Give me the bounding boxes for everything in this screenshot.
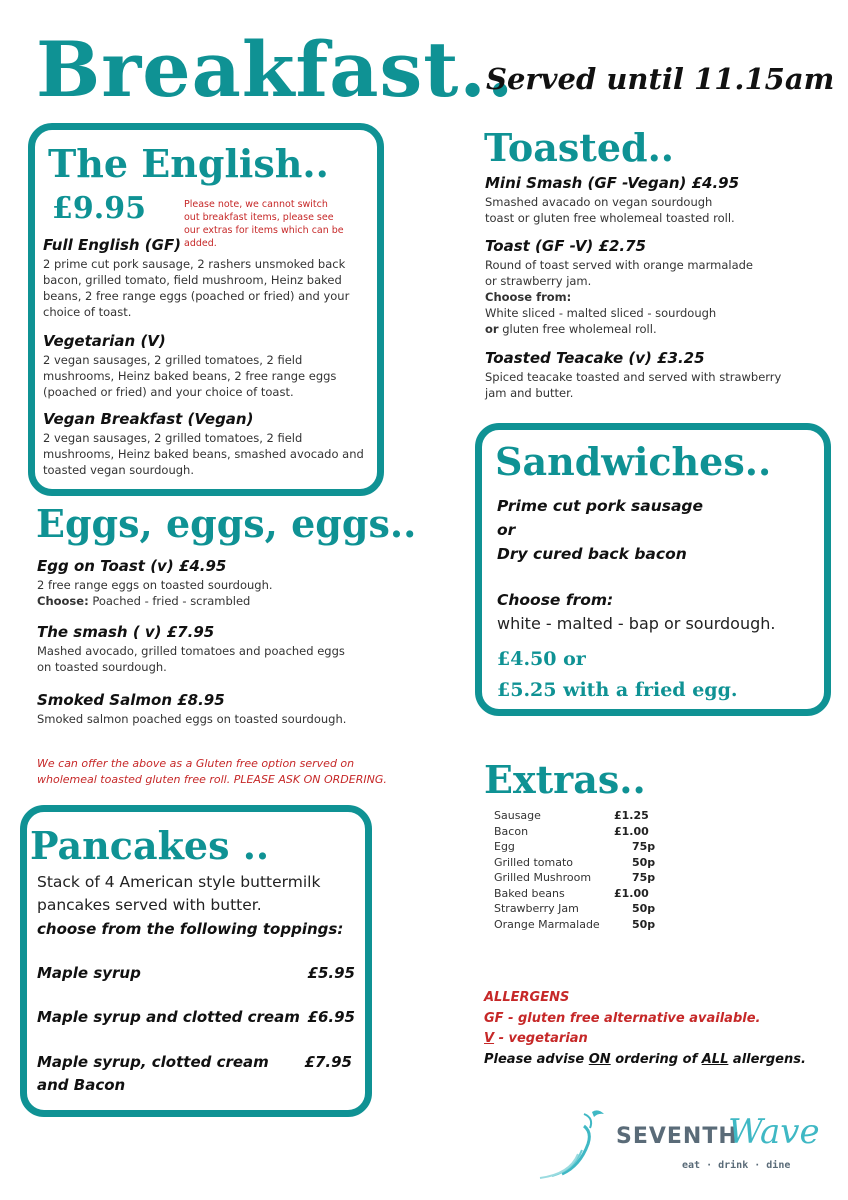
sandwich-option: Prime cut pork sausage xyxy=(497,497,704,515)
toasted-item xyxy=(485,349,805,401)
extra-name: Egg xyxy=(494,840,515,853)
extra-name: Grilled Mushroom xyxy=(494,871,592,884)
served-until: Served until 11.15am xyxy=(486,62,835,96)
item-title: Vegan Breakfast (Vegan) xyxy=(43,410,254,428)
advise-on: ON xyxy=(588,1051,611,1067)
choose-line-rest: gluten free wholemeal roll. xyxy=(498,322,657,336)
item-title: Toast (GF -V) £2.75 xyxy=(485,237,646,255)
pancake-option xyxy=(37,1008,355,1026)
option-name: Maple syrup, clotted cream and Bacon xyxy=(37,1053,269,1094)
english-items xyxy=(43,236,375,478)
sandwich-option: Dry cured back bacon xyxy=(497,545,687,563)
item-desc: Mashed avocado, grilled tomatoes and poached eggs on toasted sourdough. xyxy=(37,644,345,674)
extra-name: Baked beans xyxy=(494,886,565,900)
pancake-options xyxy=(37,964,355,1097)
option-name: Maple syrup and clotted cream xyxy=(37,1008,300,1026)
wave-bird-icon xyxy=(532,1104,622,1184)
item-desc: 2 vegan sausages, 2 grilled tomatoes, 2 field mushrooms, Heinz baked beans, 2 free range eggs (poached or fried) and your choice of toast. xyxy=(43,353,337,399)
english-heading: The English.. xyxy=(48,141,329,186)
option-price: £6.95 xyxy=(307,1008,355,1026)
extra-name: Strawberry Jam xyxy=(494,902,579,915)
option-price: £5.95 xyxy=(307,964,355,982)
v-rest: - vegetarian xyxy=(494,1031,588,1046)
allergen-v xyxy=(484,1029,824,1050)
extras-row xyxy=(494,901,694,917)
choose-line: White sliced - malted sliced - sourdough xyxy=(485,306,717,320)
option-name: Maple syrup xyxy=(37,964,141,982)
item-title: Egg on Toast (v) £4.95 xyxy=(37,557,227,575)
advise-part: ordering of xyxy=(610,1051,702,1067)
pancakes-desc: Stack of 4 American style buttermilk pancakes served with butter. xyxy=(37,873,321,914)
item-desc: Spiced teacake toasted and served with strawberry jam and butter. xyxy=(485,370,782,400)
pancakes-heading: Pancakes .. xyxy=(30,823,270,868)
item-title: Toasted Teacake (v) £3.25 xyxy=(485,349,705,367)
sandwich-price: £4.50 or xyxy=(497,648,586,670)
english-price: £9.95 xyxy=(52,191,146,226)
item-title: Smoked Salmon £8.95 xyxy=(37,691,225,709)
choose-label: Choose from: xyxy=(485,290,572,304)
logo-name: SEVENTH xyxy=(616,1124,738,1149)
toasted-item xyxy=(485,174,805,226)
item-title: Vegetarian (V) xyxy=(43,332,166,350)
sandwich-or: or xyxy=(497,521,516,539)
advise-part: allergens. xyxy=(728,1051,806,1067)
option-price: £7.95 xyxy=(304,1053,352,1071)
item-title: The smash ( v) £7.95 xyxy=(37,623,215,641)
extra-price: £1.25 xyxy=(614,809,649,822)
allergen-gf: GF - gluten free alternative available. xyxy=(484,1010,761,1026)
extra-price: £1.00 xyxy=(614,824,649,838)
sandwich-price-egg: £5.25 with a fried egg. xyxy=(497,679,738,701)
choose-line xyxy=(485,321,805,337)
choose-options: Poached - fried - scrambled xyxy=(88,594,251,608)
extra-name: Orange Marmalade xyxy=(494,917,600,931)
item-desc: 2 free range eggs on toasted sourdough. xyxy=(37,578,273,592)
extras-list xyxy=(494,808,694,932)
logo-script: Wave xyxy=(728,1112,820,1152)
eggs-heading: Eggs, eggs, eggs.. xyxy=(36,501,417,546)
allergens-block xyxy=(484,988,824,1070)
english-note: Please note, we cannot switch out breakfast items, please see our extras for items which can be added. xyxy=(184,199,344,249)
extra-name: Bacon xyxy=(494,824,529,838)
item-desc: Smashed avacado on vegan sourdough toast or gluten free wholemeal toasted roll. xyxy=(485,195,735,225)
sandwich-choose: white - malted - bap or sourdough. xyxy=(497,614,776,633)
extras-row xyxy=(494,824,694,840)
extras-heading: Extras.. xyxy=(484,757,646,802)
extra-name: Sausage xyxy=(494,809,541,822)
item-desc: 2 prime cut pork sausage, 2 rashers unsmoked back bacon, grilled tomato, field mushroom, Heinz baked beans, 2 free range eggs (poached or fried) and your choice of toast. xyxy=(43,257,350,319)
toasted-item xyxy=(485,237,805,337)
gluten-free-note: We can offer the above as a Gluten free option served on wholemeal toasted gluten free roll. PLEASE ASK ON ORDERING. xyxy=(37,757,387,786)
extras-row xyxy=(494,839,694,855)
extras-row xyxy=(494,886,694,902)
extras-row xyxy=(494,808,694,824)
item-desc: Smoked salmon poached eggs on toasted sourdough. xyxy=(37,712,347,726)
extra-price: 50p xyxy=(632,902,656,915)
extras-row xyxy=(494,855,694,871)
item-desc: Round of toast served with orange marmalade or strawberry jam. xyxy=(485,258,753,288)
sandwiches-content xyxy=(497,494,817,704)
eggs-item xyxy=(37,623,407,675)
eggs-item xyxy=(37,557,407,609)
pancake-option xyxy=(37,964,355,982)
extras-row xyxy=(494,917,694,933)
extra-price: 75p xyxy=(632,840,656,853)
seventh-wave-logo xyxy=(532,1104,822,1184)
extras-row xyxy=(494,870,694,886)
pancake-option xyxy=(37,1051,355,1097)
extra-price: 50p xyxy=(632,855,656,869)
english-item xyxy=(43,332,375,400)
extra-price: £1.00 xyxy=(614,886,649,900)
sandwich-choose-label: Choose from: xyxy=(497,591,614,609)
page-title: Breakfast.. xyxy=(36,25,515,114)
v-key: V xyxy=(484,1031,495,1046)
item-title: Mini Smash (GF -Vegan) £4.95 xyxy=(485,174,740,192)
english-item xyxy=(43,236,375,320)
toasted-items xyxy=(485,174,805,401)
logo-tagline: eat · drink · dine xyxy=(682,1160,791,1171)
pancakes-choose: choose from the following toppings: xyxy=(37,920,344,938)
extra-name: Grilled tomato xyxy=(494,855,574,869)
sandwiches-heading: Sandwiches.. xyxy=(495,439,772,484)
eggs-item xyxy=(37,691,407,727)
allergen-advise xyxy=(484,1050,824,1071)
toasted-heading: Toasted.. xyxy=(484,125,675,170)
advise-part: Please advise xyxy=(484,1051,589,1067)
or-word: or xyxy=(485,322,499,336)
item-choose xyxy=(37,593,407,609)
item-title: Full English (GF) xyxy=(43,236,182,254)
item-desc: 2 vegan sausages, 2 grilled tomatoes, 2 field mushrooms, Heinz baked beans, smashed avocado and toasted vegan sourdough. xyxy=(43,431,364,477)
english-item xyxy=(43,410,375,478)
extra-price: 75p xyxy=(632,871,656,884)
choose-label: Choose: xyxy=(37,594,89,608)
extra-price: 50p xyxy=(632,917,656,931)
eggs-items xyxy=(37,557,407,727)
allergens-heading: ALLERGENS xyxy=(484,990,570,1005)
advise-all: ALL xyxy=(701,1051,729,1067)
